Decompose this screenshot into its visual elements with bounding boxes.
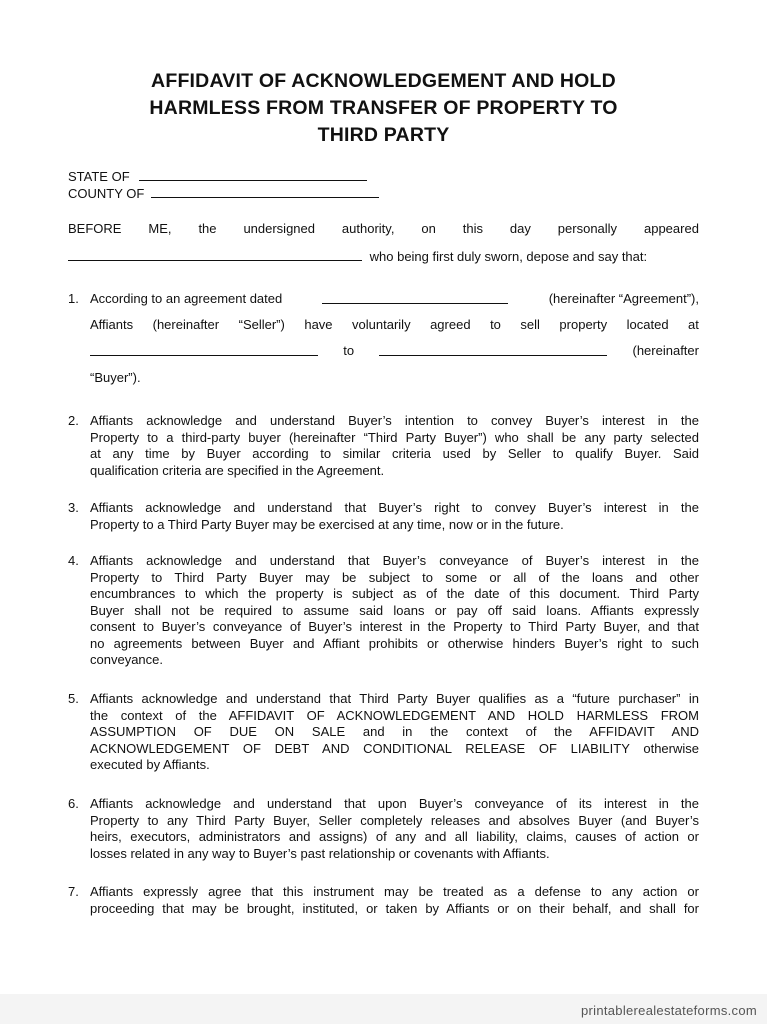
item1-word: have (304, 317, 333, 332)
item-paragraph (90, 500, 699, 533)
before-word: on (421, 221, 436, 236)
state-line (68, 168, 367, 185)
property-location-blank (90, 343, 318, 356)
state-blank (139, 168, 367, 181)
item1-line2 (90, 317, 699, 333)
item-paragraph (90, 413, 699, 479)
document-title (70, 68, 697, 149)
item1-word: located (626, 317, 669, 332)
sworn-text: who being first duly sworn, depose and say that: (369, 249, 648, 264)
paragraph-line: the context of the AFFIDAVIT OF ACKNOWLEDGEMENT AND HOLD HARMLESS FROM (90, 707, 699, 723)
item1-word: agreed (430, 317, 471, 332)
county-label: COUNTY OF (68, 186, 145, 201)
affiant-name-blank (68, 248, 362, 261)
paragraph-line: qualification criteria are specified in the Agreement. (90, 462, 385, 478)
before-word: appeared (643, 221, 699, 236)
paragraph-line: Affiants expressly agree that this instrument may be treated as a defense to any action or (90, 884, 699, 899)
site-watermark: printablerealestateforms.com (580, 1003, 757, 1018)
item1-word: to (490, 317, 501, 332)
paragraph-line: executed by Affiants. (90, 757, 210, 772)
paragraph-line: Affiants acknowledge and understand Buyer’s intention to convey Buyer’s interest in the (90, 413, 699, 428)
paragraph-line: Affiants acknowledge and understand that Buyer’s conveyance of Buyer’s interest in the (90, 553, 699, 568)
item-number: 2. (68, 413, 79, 428)
title-line: THIRD PARTY (317, 124, 450, 146)
item-paragraph (90, 884, 699, 917)
before-word: BEFORE (68, 221, 122, 236)
paragraph-line: Affiants acknowledge and understand that upon Buyer’s conveyance of its interest in the (90, 796, 699, 811)
paragraph-line: at any time by Buyer according to similar criteria used by Seller to qualify Buyer. Said (90, 446, 699, 461)
item1-line1 (90, 291, 699, 307)
item1-word: property (559, 317, 608, 332)
paragraph-line: losses related in any way to Buyer’s past relationship or covenants with Affiants. (90, 845, 550, 861)
item-number: 5. (68, 691, 79, 706)
county-blank (151, 185, 379, 198)
title-line: HARMLESS FROM TRANSFER OF PROPERTY TO (149, 97, 618, 119)
before-me-line (68, 221, 699, 237)
paragraph-line: proceeding that may be brought, instituted, or taken by Affiants or on their behalf, and shall for (90, 900, 699, 916)
before-word: this (462, 221, 483, 236)
item1-word: sell (520, 317, 540, 332)
item-number: 3. (68, 500, 79, 515)
before-word: personally (557, 221, 618, 236)
item-paragraph (90, 796, 699, 862)
paragraph-line: heirs, executors, administrators and assigns) of any and all liability, claims, causes of action or (90, 829, 699, 844)
item1-agreement-end: (hereinafter “Agreement”), (548, 291, 699, 306)
agreement-date-blank (322, 291, 508, 304)
state-label: STATE OF (68, 169, 130, 184)
item1-word: Affiants (90, 317, 134, 332)
paragraph-line: consent to Buyer’s conveyance of Buyer’s interest in the Property to Third Party Buyer, and that (90, 619, 699, 634)
item-number: 7. (68, 884, 79, 899)
item-number: 4. (68, 553, 79, 568)
item1-word: voluntarily (352, 317, 411, 332)
paragraph-line: Affiants acknowledge and understand that Buyer’s right to convey Buyer’s interest in the (90, 500, 699, 515)
sworn-line (68, 248, 647, 265)
title-line: AFFIDAVIT OF ACKNOWLEDGEMENT AND HOLD (151, 70, 616, 92)
item-number: 6. (68, 796, 79, 811)
item1-to: to (343, 343, 355, 358)
item1-word: at (688, 317, 699, 332)
paragraph-line: Buyer shall not be required to assume said loans or pay off said loans. Affiants expressly (90, 602, 699, 618)
paragraph-line: Property to a Third Party Buyer may be exercised at any time, now or in the future. (90, 516, 564, 532)
buyer-name-blank (379, 343, 607, 356)
paragraph-line: Property to any Third Party Buyer, Seller completely releases and absolves Buyer (and Buyer’s (90, 812, 699, 828)
item-number: 1. (68, 291, 79, 306)
paragraph-line: Property to a third-party buyer (hereinafter “Third Party Buyer”) who shall be any party selected (90, 429, 699, 445)
paragraph-line: Property to Third Party Buyer may be subject to some or all of the loans and other (90, 569, 699, 585)
paragraph-line: Affiants acknowledge and understand that Third Party Buyer qualifies as a “future purchaser” in (90, 691, 699, 706)
item1-word: (hereinafter (152, 317, 220, 332)
item-paragraph (90, 691, 699, 774)
before-word: day (509, 221, 531, 236)
paragraph-line: no agreements between Buyer and Affiant prohibits or otherwise hinders Buyer’s right to such (90, 635, 699, 651)
before-word: authority, (341, 221, 395, 236)
paragraph-line: encumbrances to which the property is subject as of the date of this document. Third Party (90, 586, 699, 601)
item1-hereinafter: (hereinafter (632, 343, 699, 358)
paragraph-line: ASSUMPTION OF DUE ON SALE and in the context of the AFFIDAVIT AND (90, 724, 699, 739)
paragraph-line: conveyance. (90, 652, 163, 667)
county-line (68, 185, 379, 202)
item1-line3 (90, 343, 699, 359)
item1-agreement-text: According to an agreement dated (90, 291, 283, 306)
paragraph-line: ACKNOWLEDGEMENT OF DEBT AND CONDITIONAL RELEASE OF LIABILITY otherwise (90, 740, 699, 756)
before-word: ME, (148, 221, 172, 236)
before-word: undersigned (243, 221, 315, 236)
item-paragraph (90, 553, 699, 669)
item1-buyer: “Buyer”). (90, 370, 141, 385)
before-word: the (198, 221, 217, 236)
item1-word: “Seller”) (238, 317, 285, 332)
